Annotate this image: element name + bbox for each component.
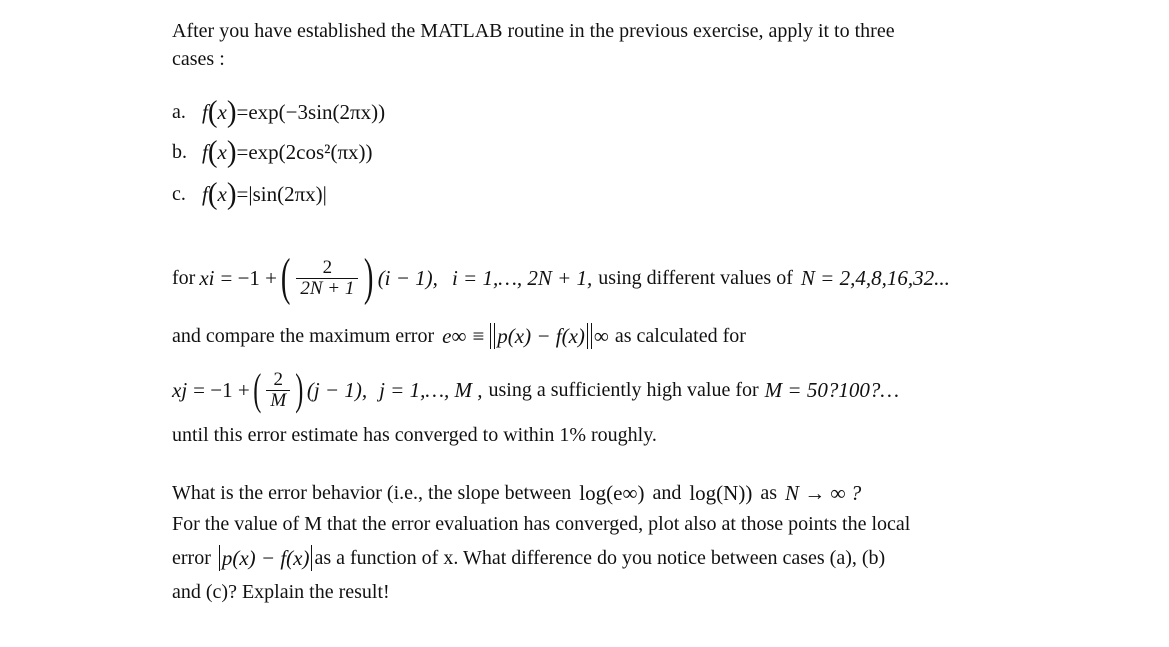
eval-text: using a sufficiently high value for [488,378,759,401]
nodes-equation: for x i = −1 + ( $\frac{2}{2N + 1}$ ) (i − 1), i = 1,…, 2N + 1, using different values of N = 2,4,8,16,32... [172,249,950,306]
case-b-eq: = [236,140,249,164]
eval-frac-den: M [266,390,290,411]
intro-line-2: cases : [172,48,225,70]
intro-line-1: After you have established the MATLAB routine in the previous exercise, apply it to three [172,20,895,42]
compare-text: and compare the maximum error [172,324,435,347]
eval-rhs-start: = −1 + [193,377,250,402]
nodes-frac-num: 2 [322,256,333,278]
nodes-var: x [199,265,209,290]
case-b-rhs: exp(2cos²(πx)) [248,140,373,164]
case-a-f: f [202,100,208,124]
nodes-prefix: for [172,266,196,289]
question-line-3 [172,542,885,574]
compare-tail: as calculated for [614,324,746,347]
question-p3-end: as a function of x. What difference do you notice between cases (a), (b) [314,546,886,569]
log-e-sub: ∞ [622,480,638,505]
nodes-frac-den: 2N + 1 [296,278,358,299]
nodes-rhs-start: = −1 + [220,265,278,290]
case-a-label: a. [172,101,186,123]
case-c-rhs: |sin(2πx)| [248,182,327,206]
nodes-text: using different values of [598,266,793,289]
case-a: a. f ( x ) = exp(−3sin(2πx)) [172,95,386,129]
case-c-f: f [202,182,208,206]
case-c-eq: = [236,182,249,206]
compare-line [172,320,746,352]
case-b-arg: x [217,140,227,164]
log-n: log(N)) [689,480,753,505]
case-b: b. f ( x ) = exp(2cos²(πx)) [172,135,373,169]
eval-sub: j [181,377,188,402]
case-a-rhs: exp(−3sin(2πx)) [248,100,386,124]
limit-expression: N → ∞ ? [784,480,862,505]
case-b-f: f [202,140,208,164]
case-c-label: c. [172,183,186,205]
nodes-nvals: N = 2,4,8,16,32... [800,265,950,290]
eval-equation: x j = −1 + ( $\frac{2}{M}$ ) (j − 1), j = 1,…, M , using a sufficiently high value for M = 50?100?… [172,365,899,414]
question-and: and [652,481,682,504]
nodes-sub: i [208,265,215,290]
case-a-eq: = [236,100,249,124]
eval-fraction [266,370,290,411]
error-sub: ∞ [451,323,467,348]
case-b-label: b. [172,141,187,163]
nodes-fraction [296,258,358,299]
question-line-1 [172,478,861,508]
log-e-close: ) [637,480,645,505]
question-p1-start: What is the error behavior (i.e., the slope between [172,481,572,504]
log-e-open: log(e [579,480,623,505]
eval-frac-num: 2 [273,368,284,390]
eval-var: x [172,377,182,402]
case-c: c. f ( x ) = |sin(2πx)| [172,177,327,211]
def-symbol: ≡ [472,323,485,348]
question-p3-start: error [172,546,211,569]
local-error-expression: p(x) − f(x) [221,545,310,570]
eval-range: j = 1,…, M , [379,377,483,402]
nodes-rhs-end: (i − 1), [377,265,438,290]
nodes-range: i = 1,…, 2N + 1, [451,265,593,290]
eval-rhs-end: (j − 1), [306,377,368,402]
converge-line: until this error estimate has converged to within 1% roughly. [172,424,657,446]
question-line-2: For the value of M that the error evaluation has converged, plot also at those points the local [172,513,911,535]
norm-sub: ∞ [593,323,609,348]
case-a-arg: x [217,100,227,124]
error-symbol: e [442,323,452,348]
case-c-arg: x [217,182,227,206]
question-line-4: and (c)? Explain the result! [172,581,390,603]
norm-expression: p(x) − f(x) [497,323,585,348]
question-as: as [760,481,777,504]
eval-mvals: M = 50?100?… [764,377,899,402]
